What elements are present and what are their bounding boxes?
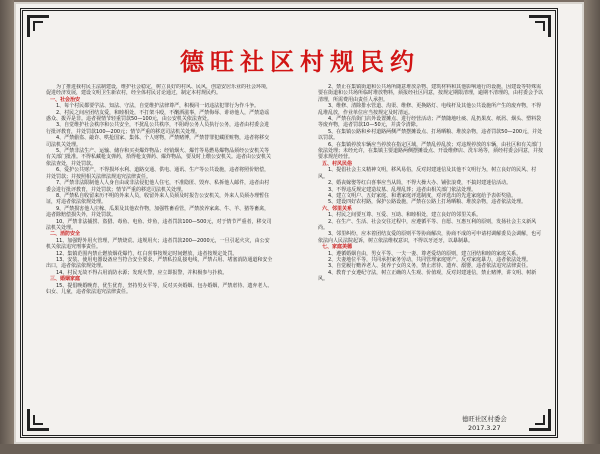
paragraph: 11、加强野外用火管理，严禁烧荒、违规用火；违者罚款200—2000元，一旦引起火灾，由公安机关依法追究刑事责任。 (46, 237, 270, 251)
paragraph: 10、严禁非法捕捞、盗猎、毒鱼、电鱼、炸鱼，违者罚款100—500元，对于情节严重者，移交司法机关处理。 (46, 218, 272, 231)
paragraph: 2、夫妻地位平等，共同承担家务劳动，共同管理家庭财产，反对家庭暴力，违者依法处理。 (328, 256, 532, 263)
section-heading: 一、社会治安 (50, 96, 81, 103)
section-heading: 六、邻里关系 (322, 205, 353, 212)
paragraph: 3、维修、清除排水管道、沟渠、维修、更换路灯、电线杆及其他公共设施所产生的废弃物，不得乱堆乱放，作业单位应当按规定及时清运。 (318, 103, 542, 116)
section-heading: 五、村风民俗 (322, 160, 353, 167)
paragraph: 3、自觉履行赡养老人、抚养子女的义务，禁止虐待、遗弃、溺婴，违者依法追究法律责任。 (328, 263, 532, 270)
paragraph: 4、严禁偷盗、敲诈、哄抢国家、集体、个人财物，严禁赌博，严禁替罪犯藏匿赃物，违者将移交司法机关处理。 (46, 135, 270, 148)
paragraph: 2、婚丧嫁娶等红白喜事应当从简，不得大操大办、铺张浪费，不搞封建迷信活动。 (328, 180, 512, 187)
paragraph: 1、每个村民都要学法、知法、守法，自觉维护法律尊严，积极同一切违法犯罪行为作斗争。 (56, 103, 260, 110)
signature-date: 2017.3.27 (468, 424, 501, 432)
section-heading: 七、家庭美德 (322, 244, 353, 251)
paragraph: 8、严禁私自收留来历不明的外来人员，收留外来人员须及时报告公安机关，外来人员须办理暂住证，对违者依法依规处理。 (46, 192, 270, 206)
paragraph: 为了推进我村民主法制建设，维护社会稳定，树立良好的村风、民风，创造安居乐业的社会环境，促进经济发展，建设文明卫生新农村，经全体村民讨论通过，制定本村规民约。 (46, 84, 272, 97)
signature-organization: 德旺社区村委会 (462, 415, 507, 423)
corner-ornament-icon (27, 15, 49, 37)
right-text-column (318, 84, 546, 436)
paragraph: 7、严禁非法限制他人人身自由或非法侵犯他人住宅，不准隐匿、毁弃、私拆他人邮件，违者由村委会进行批评教育，并处罚款；情节严重的移送司法机关处理。 (46, 180, 270, 193)
paragraph: 4、教育子女遵纪守法，树立正确的人生观、价值观，反对封建迷信，禁止赌博，讲文明、树新风。 (318, 269, 537, 283)
paragraph: 3、不得违反规定建造坟墓、乱埋乱葬；违者由相关部门依法处理。 (328, 186, 477, 193)
paragraph: 5、在集镇公路和乡村道路两侧严禁摆摊设点、打场晒粮、堆放杂物，违者罚款50—200元，并处以罚款。 (318, 128, 543, 142)
paragraph: 6、爱护公共财产，不得损坏水利、道路交通、供电、通讯、生产等公共设施，违者将照价赔偿，并处罚款；并按照相关法律法规追究法律责任。 (46, 167, 270, 180)
paragraph: 1、遵循婚姻自由，男女平等、一夫一妻、尊老爱幼的原则，建立团结和睦的家庭关系。 (328, 250, 522, 257)
paragraph: 3、自觉维护社会秩序和公共安全，不扰乱公共秩序，不阻碍公务人员执行公务，违者由村委会进行批评教育，并处罚款100—200元；情节严重的移送司法机关处理。 (46, 122, 270, 135)
paragraph: 2、村民之间应团结友爱，和睦相处，不打架斗殴，不酗酒滋事，严禁侮辱、诽谤他人，严禁造谣惑众、拨弄是非。违者视情节轻重罚款50—100元，由公安机关依法查处。 (46, 109, 270, 123)
wall-bottom (0, 444, 600, 454)
paragraph: 14、村民无故不得占用消防水源；发现火警，应立即报警，并积极参与扑救。 (56, 269, 228, 276)
notice-title: 德旺社区村规民约 (180, 47, 420, 76)
paragraph: 4、建立文明户、五好家庭、和谐家庭评选制度，对评选出的先进家庭给予表彰奖励。 (328, 192, 517, 199)
paragraph: 15、提倡晚婚晚育，优生优育，坚持男女平等，反对买卖婚姻、包办婚姻，严禁虐待、遗弃老人、妇女、儿童，违者依法追究法律责任。 (46, 282, 273, 295)
paragraph: 3、邻里纠纷，应本着团结友爱的原则平等协商解决，协商不成的可申请村调解委员会调解，也可依法向人民法院起诉，树立依法维权意识，不得以牙还牙，以暴制暴。 (318, 231, 542, 244)
paragraph: 1、提倡社会主义精神文明，移风易俗，反对封建迷信及其他不文明行为，树立良好的民风、村风。 (318, 167, 537, 180)
paragraph: 1、村民之间要互尊、互爱、互助、和睦相处，建立良好的邻里关系。 (328, 212, 482, 219)
left-text-column (46, 84, 274, 436)
corner-ornament-icon (529, 15, 551, 37)
section-heading: 二、消防安全 (50, 231, 81, 238)
paragraph: 4、严禁在沿街门店外设置摊点、进行经营活动；严禁随地吐痰、乱扔果皮、纸屑、烟头、塑料袋等废弃物，违者罚款10—50元，并责令清除。 (318, 116, 542, 129)
paragraph: 9、严禁损害他人庄稼、瓜果及其他农作物，加强牲畜看管，严禁放养家禽、牛、羊、猪等畜禽，违者除赔偿损失外，并处罚款。 (46, 205, 270, 219)
paragraph: 5、建设四好农村路，保护公路设施，严禁在公路上打场晒粮、堆放杂物，违者依法处理。 (328, 199, 527, 206)
paragraph: 6、在集镇停放车辆应当停放在指定区域，严禁乱停乱放；对违规停放的车辆，由社区和有关部门依法处理；未经允许，在集镇主要道路两侧摆摊设点、开设维修店、洗车场等，须经村委会同意，并按要求规范经营。 (318, 141, 544, 161)
section-heading: 三、婚姻家庭 (50, 276, 81, 283)
paragraph: 12、集镇范围内禁止燃放烟花爆竹，红白喜事按规定时间燃放，违者按规定处罚。 (56, 250, 238, 257)
paragraph: 13、安装、使用电器设备应当符合安全要求，严禁私拉乱接电线，严禁占用、堵塞消防通道和安全出口，违者依法依规处理。 (46, 256, 273, 270)
paragraph: 2、禁止在集镇街道和公共场所随意堆放杂物、建筑材料和其他影响通行的设施，因建设等特殊需要在街道和公共场所临时堆放物料，须报经社区同意，按规定期限清理，逾期不清理的，由村委会予以清理，所需费用由责任人承担。 (318, 84, 544, 103)
paragraph: 2、在生产、生活、社会交往过程中，应遵循平等、自愿、互惠互利的原则，发扬社会主义新风尚。 (318, 218, 537, 231)
paragraph: 5、严禁非法生产、运输、储存和买卖爆炸物品；经销烟火、爆竹等易燃易爆物品须经公安机关等有关部门批准。不得私藏枪支弹药，拾得枪支弹药、爆炸物品，要及时上缴公安机关。违者由公安机关依法查处，并处罚款。 (46, 148, 272, 167)
